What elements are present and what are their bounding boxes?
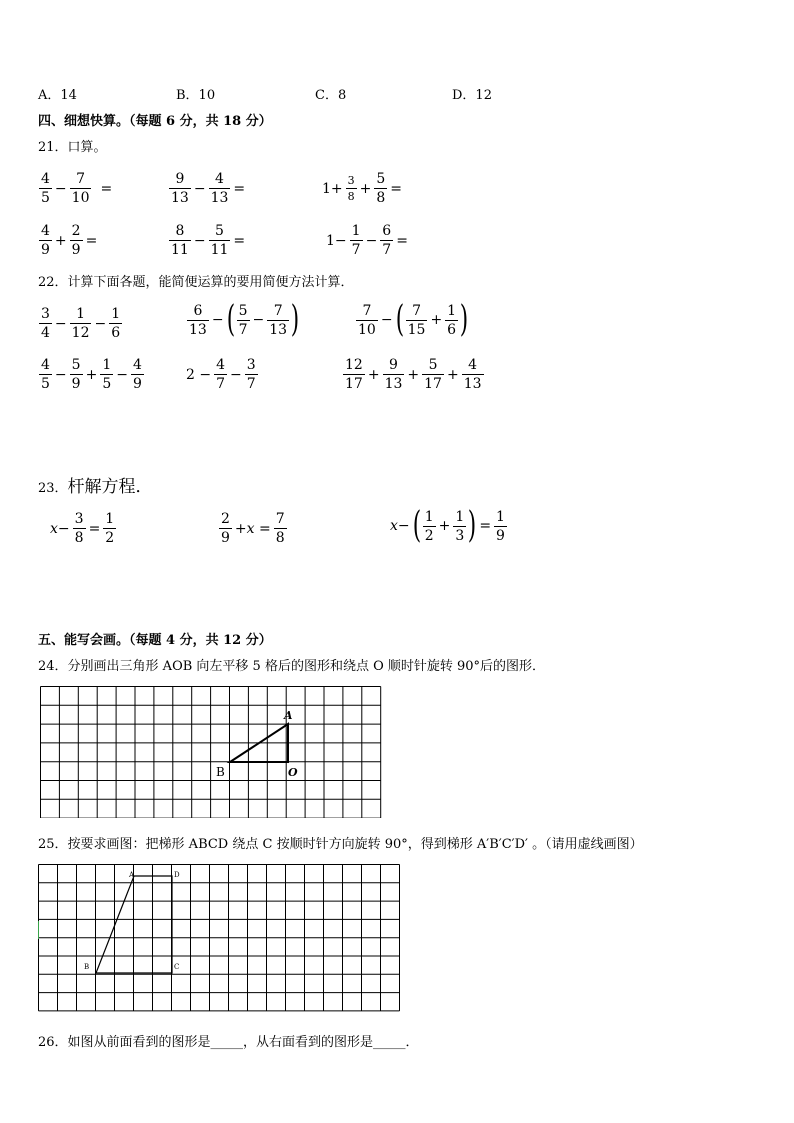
q21-expr-6: 1− $\frac{1}{7}$ − $\frac{6}{7}$ = <box>326 223 408 258</box>
q21-label: 21．口算。 <box>38 140 107 155</box>
q22-expr-5: 2 − $\frac{4}{7}$ − $\frac{3}{7}$ <box>186 357 256 392</box>
q22-expr-2: $\frac{6}{13}$ − ( $\frac{5}{7}$ − $\frac{7}{13}$ ) <box>189 299 300 340</box>
section4-title: 四、细想快算。（每题 6 分，共 18 分） <box>38 114 272 129</box>
q22-expr-1: $\frac{3}{4}$ − $\frac{1}{12}$ − $\frac{1}{6}$ <box>41 306 121 341</box>
point-o-label: O <box>288 766 298 779</box>
q21-expr-2: $\frac{9}{13}$ − $\frac{4}{13}$ = <box>171 171 246 206</box>
point-b-label: B <box>216 765 225 779</box>
q21-expr-3: 1+ $\frac{3}{8}$ + $\frac{5}{8}$ = <box>322 171 403 206</box>
q23-eq-3: x− ( $\frac{1}{2}$ + $\frac{1}{3}$ ) = $\frac{1}{9}$ <box>390 505 505 546</box>
option-b: B．10 <box>176 88 216 103</box>
q26-label: 26．如图从前面看到的图形是_____，从右面看到的图形是_____． <box>38 1035 419 1050</box>
trap-b-label: B <box>84 963 90 971</box>
q23-label: 23．杆解方程． <box>38 477 153 497</box>
q25-grid <box>38 864 400 1012</box>
q23-eq-2: $\frac{2}{9}$ +x = $\frac{7}{8}$ <box>221 511 285 546</box>
q25-label: 25．按要求画图：把梯形 ABCD 绕点 C 按顺时针方向旋转 90°，得到梯形 A′B′C′D′ 。（请用虚线画图） <box>38 837 643 852</box>
section5-title: 五、能写会画。（每题 4 分，共 12 分） <box>38 633 272 648</box>
option-a: A．14 <box>38 88 77 103</box>
trap-c-label: C <box>174 963 180 971</box>
q22-label: 22．计算下面各题，能简便运算的要用简便方法计算． <box>38 275 354 290</box>
option-c: C．8 <box>315 88 347 103</box>
trap-a-label: A <box>129 871 135 879</box>
q24-grid <box>40 686 382 818</box>
q22-expr-6: $\frac{12}{17}$ + $\frac{9}{13}$ + $\frac{5}{17}$ + $\frac{4}{13}$ <box>345 357 482 392</box>
q21-expr-4: $\frac{4}{9}$ + $\frac{2}{9}$ = <box>41 223 98 258</box>
point-a-label: A <box>284 709 293 722</box>
q22-expr-3: $\frac{7}{10}$ − ( $\frac{7}{15}$ + $\frac{1}{6}$ ) <box>358 299 469 340</box>
q23-eq-1: x− $\frac{3}{8}$ = $\frac{1}{2}$ <box>50 511 115 546</box>
q24-label: 24．分别画出三角形 AOB 向左平移 5 格后的图形和绕点 O 顺时针旋转 90°后的图形． <box>38 659 546 674</box>
q22-expr-4: $\frac{4}{5}$ − $\frac{5}{9}$ + $\frac{1}{5}$ − $\frac{4}{9}$ <box>41 357 142 392</box>
option-d: D．12 <box>452 88 492 103</box>
trap-d-label: D <box>174 871 180 879</box>
q21-expr-1: $\frac{4}{5}$ − $\frac{7}{10}$ = <box>41 171 113 206</box>
q21-expr-5: $\frac{8}{11}$ − $\frac{5}{11}$ = <box>171 223 246 258</box>
